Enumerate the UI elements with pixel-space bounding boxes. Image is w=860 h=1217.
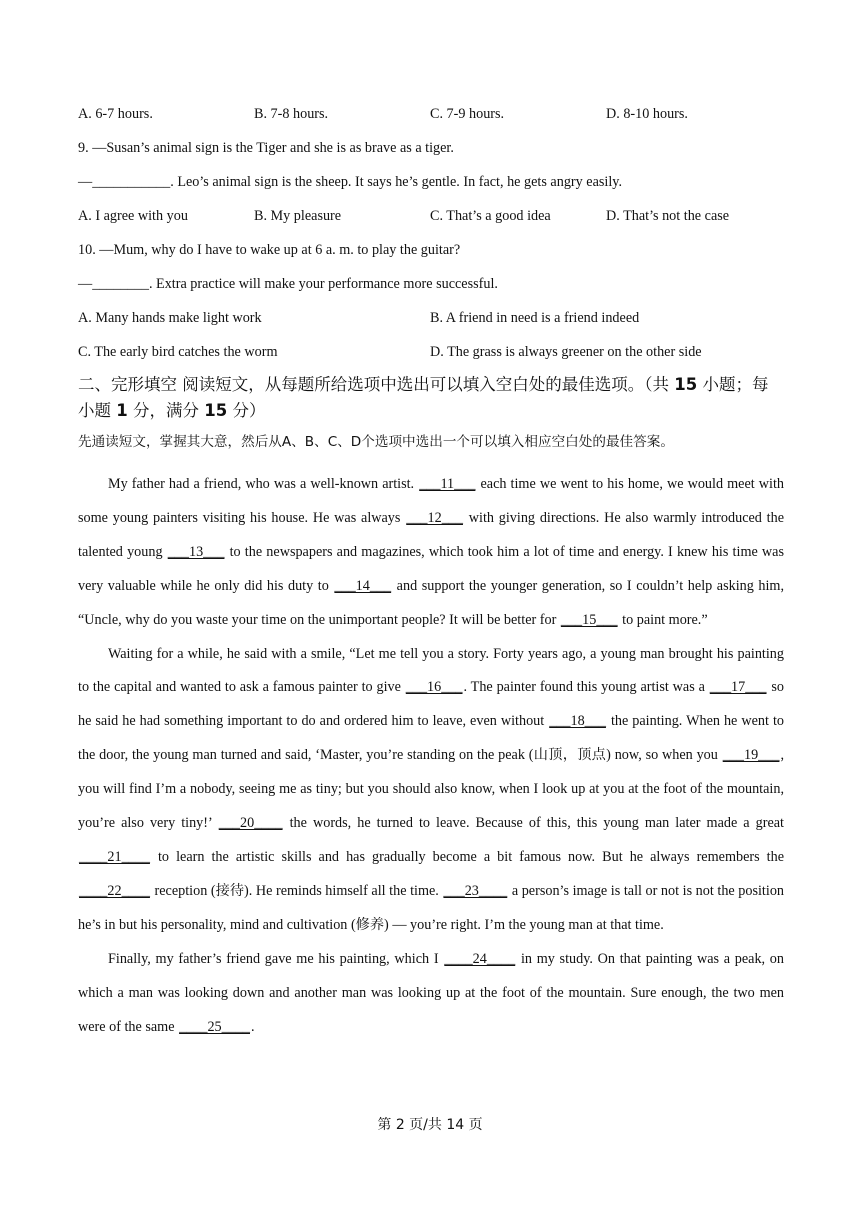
option-a: A. I agree with you (78, 208, 188, 224)
blank-14: ___14___ (334, 577, 392, 594)
page-footer: 第 2 页/共 14 页 (377, 1117, 483, 1133)
passage-text: reception (接待). He reminds himself all the time. (150, 882, 443, 899)
passage-text: in my study. On that painting was a peak, on which a man was looking down and another man was looking up at the foot of the mountain. Sure enough, the two men were of the same (78, 950, 784, 1035)
blank-15: ___15___ (560, 611, 618, 628)
option-c: C. 7-9 hours. (430, 106, 505, 122)
option-a: A. 6-7 hours. (78, 106, 153, 122)
heading-number: 1 (116, 401, 128, 420)
heading-text: 二、完形填空 阅读短文，从每题所给选项中选出可以填入空白处的最佳选项。（共 (78, 375, 675, 394)
passage-text: with giving directions. He also warmly introduced the talented young (78, 509, 784, 560)
cloze-passage (78, 468, 784, 1044)
passage-text: each time we went to his home, we would meet with some young painters visiting his house. He was always (78, 476, 784, 526)
passage-text: , you will find I’m a nobody, seeing me as tiny; but you should also know, when I look up at you at the foot of the mountain, you’re also very tiny!’ (78, 747, 784, 832)
passage-text: to learn the artistic skills and has gradually become a bit famous now. But he always remembers the (150, 848, 784, 865)
question-8-options (78, 104, 784, 138)
blank-22: ____22____ (79, 882, 150, 899)
passage-paragraph-1 (78, 468, 784, 638)
passage-text: Waiting for a while, he said with a smile, “Let me tell you a story. Forty years ago, a young man brought his painting to the capital and wanted to ask a famous painter to give (78, 645, 784, 696)
heading-text: 小题；每小题 (78, 375, 769, 420)
option-d: D. The grass is always greener on the other side (430, 344, 702, 360)
question-10-options-row2 (78, 342, 784, 376)
blank-16: ___16___ (405, 679, 463, 696)
blank-24: ____24____ (444, 950, 516, 967)
blank-19: ___19___ (722, 747, 780, 764)
option-d: D. 8-10 hours. (606, 106, 688, 122)
exam-page (78, 104, 784, 1044)
option-c: C. That’s a good idea (430, 208, 551, 224)
option-c: C. The early bird catches the worm (78, 344, 278, 360)
option-a: A. Many hands make light work (78, 310, 262, 326)
blank-21: ____21____ (79, 848, 150, 865)
question-9-stem: 9. —Susan’s animal sign is the Tiger and she is as brave as a tiger. (78, 140, 454, 156)
passage-text: the words, he turned to leave. Because of this, this young man later made a great (283, 815, 784, 832)
blank-20: ___20____ (218, 815, 283, 832)
passage-paragraph-3 (78, 943, 784, 1045)
option-d: D. That’s not the case (606, 208, 730, 224)
blank-12: ___12___ (406, 509, 463, 526)
heading-text: 分） (227, 401, 266, 420)
question-10-stem: 10. —Mum, why do I have to wake up at 6 a. m. to play the guitar? (78, 242, 461, 258)
option-b: B. My pleasure (254, 208, 342, 224)
heading-number: 15 (204, 401, 228, 420)
heading-text: 分，满分 (127, 401, 205, 420)
passage-text: the painting. When he went to the door, the young man turned and said, ‘Master, you’re standing on the peak (山顶，顶点) now, so when you (78, 713, 784, 764)
question-10-options-row1 (78, 308, 784, 342)
heading-number: 15 (674, 375, 698, 394)
option-b: B. 7-8 hours. (254, 106, 329, 122)
blank-25: ____25____ (179, 1018, 250, 1035)
blank-17: ___17___ (709, 679, 767, 696)
passage-text: Finally, my father’s friend gave me his painting, which I (108, 950, 444, 967)
passage-text: a person’s image is tall or not is not the position he’s in but his personality, mind and cultivation (修养) — you’re right. I’m the young man at that time. (78, 882, 785, 933)
blank-13: ___13___ (167, 543, 225, 560)
passage-text: to paint more.” (618, 611, 708, 628)
blank-11: ___11___ (419, 476, 476, 492)
question-9-options (78, 206, 784, 240)
question-9-response: —___________. Leo’s animal sign is the sheep. It says he’s gentle. In fact, he gets angry easily. (78, 174, 622, 190)
passage-text: My father had a friend, who was a well-known artist. (108, 476, 419, 492)
passage-text: so he said he had something important to do and ordered him to leave, even without (78, 679, 784, 730)
blank-18: ___18___ (549, 713, 606, 730)
section-instruction: 先通读短文，掌握其大意，然后从A、B、C、D个选项中选出一个可以填入相应空白处的最佳答案。 (78, 434, 674, 450)
option-b: B. A friend in need is a friend indeed (430, 310, 640, 326)
passage-text: to the newspapers and magazines, which took him a lot of time and energy. I knew his time was very valuable while he only did his duty to (78, 543, 784, 594)
passage-text: . (251, 1018, 255, 1035)
section-heading (78, 372, 784, 432)
passage-text: . The painter found this young artist was a (463, 679, 709, 696)
passage-paragraph-2 (78, 638, 784, 943)
passage-text: and support the younger generation, so I couldn’t help asking him, “Uncle, why do you waste your time on the unimportant people? It will be better for (78, 577, 785, 628)
blank-23: ___23____ (443, 882, 508, 899)
question-10-response: —________. Extra practice will make your performance more successful. (78, 276, 498, 292)
